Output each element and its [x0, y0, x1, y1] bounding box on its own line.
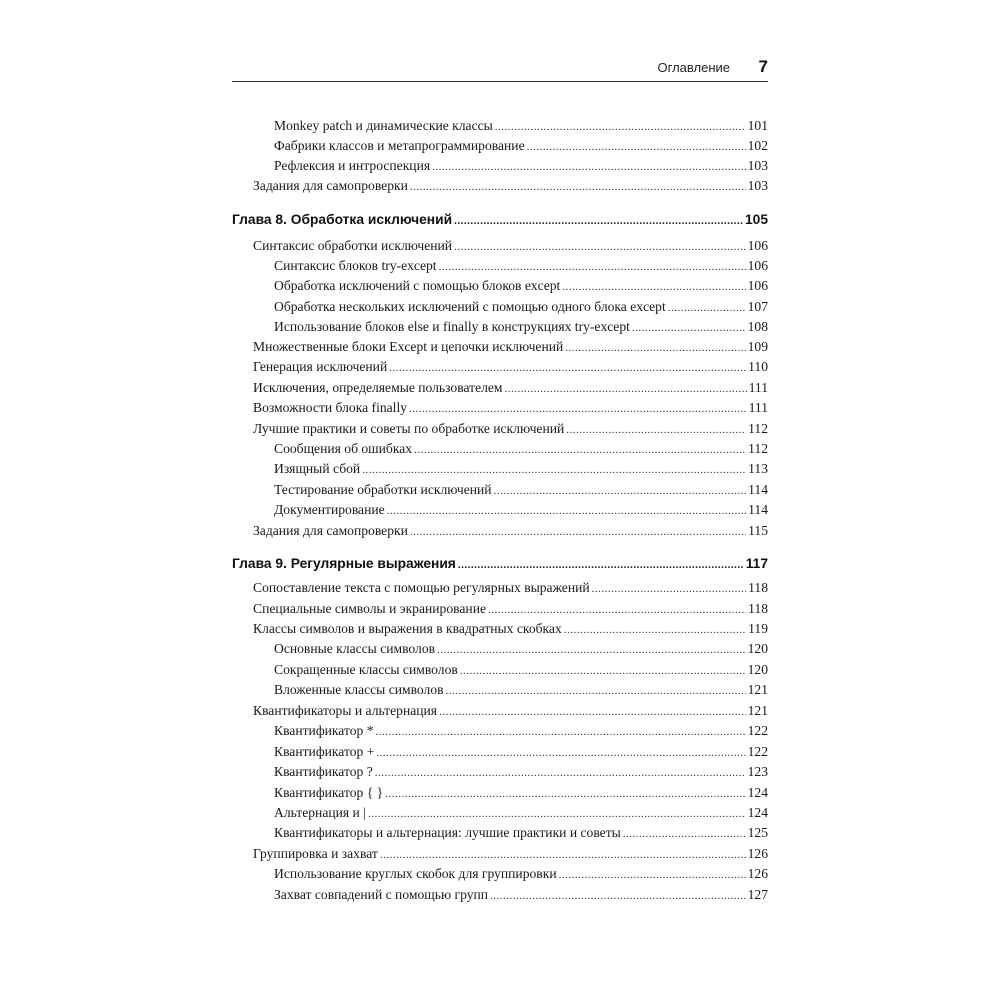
toc-entry-page: 103 — [747, 158, 768, 173]
toc-entry-page: 112 — [748, 441, 768, 456]
dot-leader — [527, 141, 746, 153]
toc-entry-title: Обработка исключений с помощью блоков except — [274, 278, 561, 293]
toc-entry-page: 122 — [747, 744, 768, 759]
toc-entry-page: 109 — [747, 339, 768, 354]
toc-entry — [232, 319, 768, 339]
toc-entry-page: 118 — [748, 601, 768, 616]
toc-entry — [232, 441, 768, 461]
toc-entry-title: Синтаксис обработки исключений — [253, 238, 453, 253]
toc-entry-title: Monkey patch и динамические классы — [274, 118, 493, 133]
toc-chapter-page: 105 — [744, 212, 768, 227]
toc-entry-page: 127 — [747, 887, 768, 902]
toc-entry — [232, 400, 768, 420]
toc-entry-title: Использование круглых скобок для группировки — [274, 866, 557, 881]
toc-entry — [232, 258, 768, 278]
toc-entry — [232, 764, 768, 784]
toc-entry-page: 103 — [747, 178, 768, 193]
toc-chapter-title: Глава 9. Регулярные выражения — [232, 556, 456, 571]
dot-leader — [410, 181, 746, 193]
toc-entry-page: 106 — [747, 278, 768, 293]
toc-entry — [232, 138, 768, 158]
toc-entry-page: 123 — [747, 764, 768, 779]
toc-entry-title: Лучшие практики и советы по обработке исключений — [253, 421, 565, 436]
dot-leader — [380, 849, 746, 861]
toc-entry — [232, 825, 768, 845]
dot-leader — [458, 559, 744, 571]
toc-entry-page: 119 — [748, 621, 768, 636]
toc-entry-title: Обработка нескольких исключений с помощью одного блока except — [274, 299, 666, 314]
toc-entry-title: Тестирование обработки исключений — [274, 482, 492, 497]
header-title: Оглавление — [657, 60, 730, 75]
toc-entry — [232, 641, 768, 661]
dot-leader — [454, 215, 743, 227]
toc-entry — [232, 887, 768, 907]
dot-leader — [566, 424, 746, 436]
toc-entry-title: Сообщения об ошибках — [274, 441, 413, 456]
toc-entry-title: Изящный сбой — [274, 461, 361, 476]
dot-leader — [387, 505, 746, 517]
header-page-number: 7 — [758, 57, 768, 76]
dot-leader — [432, 161, 746, 173]
table-of-contents — [232, 0, 768, 1000]
toc-entry-page: 122 — [747, 723, 768, 738]
toc-entry — [232, 662, 768, 682]
toc-entry-page: 124 — [747, 785, 768, 800]
toc-entry-title: Генерация исключений — [253, 359, 388, 374]
toc-entry — [232, 744, 768, 764]
toc-entry — [232, 158, 768, 178]
dot-leader — [376, 747, 745, 759]
toc-entry-title: Рефлексия и интроспекция — [274, 158, 431, 173]
toc-entry-page: 126 — [747, 846, 768, 861]
toc-entry — [232, 785, 768, 805]
toc-entry — [232, 238, 768, 258]
toc-entry — [232, 601, 768, 621]
toc-entry-page: 106 — [747, 238, 768, 253]
toc-entry-page: 102 — [747, 138, 768, 153]
toc-entry-title: Вложенные классы символов — [274, 682, 444, 697]
toc-entry-page: 114 — [748, 482, 768, 497]
dot-leader — [564, 624, 746, 636]
toc-entry-page: 118 — [748, 580, 768, 595]
dot-leader — [410, 526, 746, 538]
toc-entry-title: Классы символов и выражения в квадратных скобках — [253, 621, 562, 636]
dot-leader — [376, 726, 746, 738]
dot-leader — [562, 281, 745, 293]
toc-entry-title: Основные классы символов — [274, 641, 436, 656]
dot-leader — [385, 788, 745, 800]
toc-entry-title: Квантификатор * — [274, 723, 374, 738]
dot-leader — [623, 828, 746, 840]
toc-entry — [232, 461, 768, 481]
toc-entry-title: Квантификаторы и альтернация — [253, 703, 438, 718]
toc-entry-title: Множественные блоки Except и цепочки исключений — [253, 339, 564, 354]
toc-entry-page: 111 — [748, 380, 768, 395]
toc-entry-title: Использование блоков else и finally в конструкциях try-except — [274, 319, 630, 334]
dot-leader — [460, 665, 746, 677]
toc-entry — [232, 380, 768, 400]
toc-entry — [232, 523, 768, 543]
toc-entry-title: Квантификатор ? — [274, 764, 373, 779]
toc-entry-title: Захват совпадений с помощью групп — [274, 887, 489, 902]
dot-leader — [439, 706, 746, 718]
toc-entry — [232, 482, 768, 502]
toc-entry-page: 101 — [747, 118, 768, 133]
dot-leader — [488, 604, 746, 616]
toc-entry — [232, 421, 768, 441]
dot-leader — [362, 464, 746, 476]
toc-entry-page: 121 — [747, 703, 768, 718]
toc-entry-page: 108 — [747, 319, 768, 334]
toc-entry-page: 125 — [747, 825, 768, 840]
dot-leader — [437, 644, 746, 656]
toc-entry-title: Возможности блока finally — [253, 400, 408, 415]
toc-entry-page: 110 — [748, 359, 768, 374]
toc-chapter — [232, 556, 768, 576]
toc-entry-page: 112 — [748, 421, 768, 436]
toc-entry — [232, 682, 768, 702]
toc-entry — [232, 502, 768, 522]
toc-entry-page: 115 — [748, 523, 768, 538]
toc-entry-page: 121 — [747, 682, 768, 697]
toc-entry-title: Сокращенные классы символов — [274, 662, 458, 677]
dot-leader — [439, 261, 746, 273]
dot-leader — [495, 121, 746, 133]
toc-entry-page: 106 — [747, 258, 768, 273]
toc-entry — [232, 359, 768, 379]
dot-leader — [565, 342, 745, 354]
dot-leader — [668, 302, 746, 314]
toc-entry — [232, 278, 768, 298]
toc-entry — [232, 580, 768, 600]
toc-entry — [232, 703, 768, 723]
dot-leader — [409, 403, 747, 415]
dot-leader — [559, 869, 746, 881]
toc-entry — [232, 118, 768, 138]
toc-entry — [232, 846, 768, 866]
toc-entry — [232, 178, 768, 198]
toc-entry-title: Исключения, определяемые пользователем — [253, 380, 503, 395]
toc-entry-page: 126 — [747, 866, 768, 881]
toc-entry-page: 120 — [747, 641, 768, 656]
toc-entry-page: 114 — [748, 502, 768, 517]
dot-leader — [375, 767, 746, 779]
toc-entry-title: Задания для самопроверки — [253, 523, 408, 538]
toc-entry-title: Квантификатор { } — [274, 785, 384, 800]
toc-chapter — [232, 212, 768, 232]
toc-entry-title: Синтаксис блоков try-except — [274, 258, 437, 273]
toc-entry-page: 124 — [747, 805, 768, 820]
toc-entry-title: Квантификаторы и альтернация: лучшие практики и советы — [274, 825, 621, 840]
toc-entry-title: Специальные символы и экранирование — [253, 601, 487, 616]
dot-leader — [368, 808, 746, 820]
dot-leader — [454, 241, 746, 253]
toc-entry — [232, 299, 768, 319]
dot-leader — [414, 444, 746, 456]
toc-entry-title: Документирование — [274, 502, 385, 517]
toc-entry — [232, 805, 768, 825]
toc-entry — [232, 339, 768, 359]
dot-leader — [389, 362, 746, 374]
toc-chapter-page: 117 — [745, 556, 768, 571]
toc-entry-title: Фабрики классов и метапрограммирование — [274, 138, 525, 153]
dot-leader — [632, 322, 746, 334]
toc-entry-page: 120 — [747, 662, 768, 677]
toc-entry-title: Группировка и захват — [253, 846, 378, 861]
toc-entry-title: Задания для самопроверки — [253, 178, 408, 193]
toc-entry-page: 111 — [748, 400, 768, 415]
toc-entry-page: 107 — [747, 299, 768, 314]
toc-chapter-title: Глава 8. Обработка исключений — [232, 212, 453, 227]
dot-leader — [446, 685, 746, 697]
dot-leader — [490, 890, 746, 902]
toc-entry-title: Сопоставление текста с помощью регулярных выражений — [253, 580, 590, 595]
dot-leader — [592, 583, 746, 595]
toc-entry — [232, 723, 768, 743]
dot-leader — [494, 485, 747, 497]
toc-entry-page: 113 — [748, 461, 768, 476]
toc-entry-title: Альтернация и | — [274, 805, 366, 820]
toc-entry — [232, 866, 768, 886]
dot-leader — [505, 383, 747, 395]
toc-entry-title: Квантификатор + — [274, 744, 375, 759]
toc-entry — [232, 621, 768, 641]
